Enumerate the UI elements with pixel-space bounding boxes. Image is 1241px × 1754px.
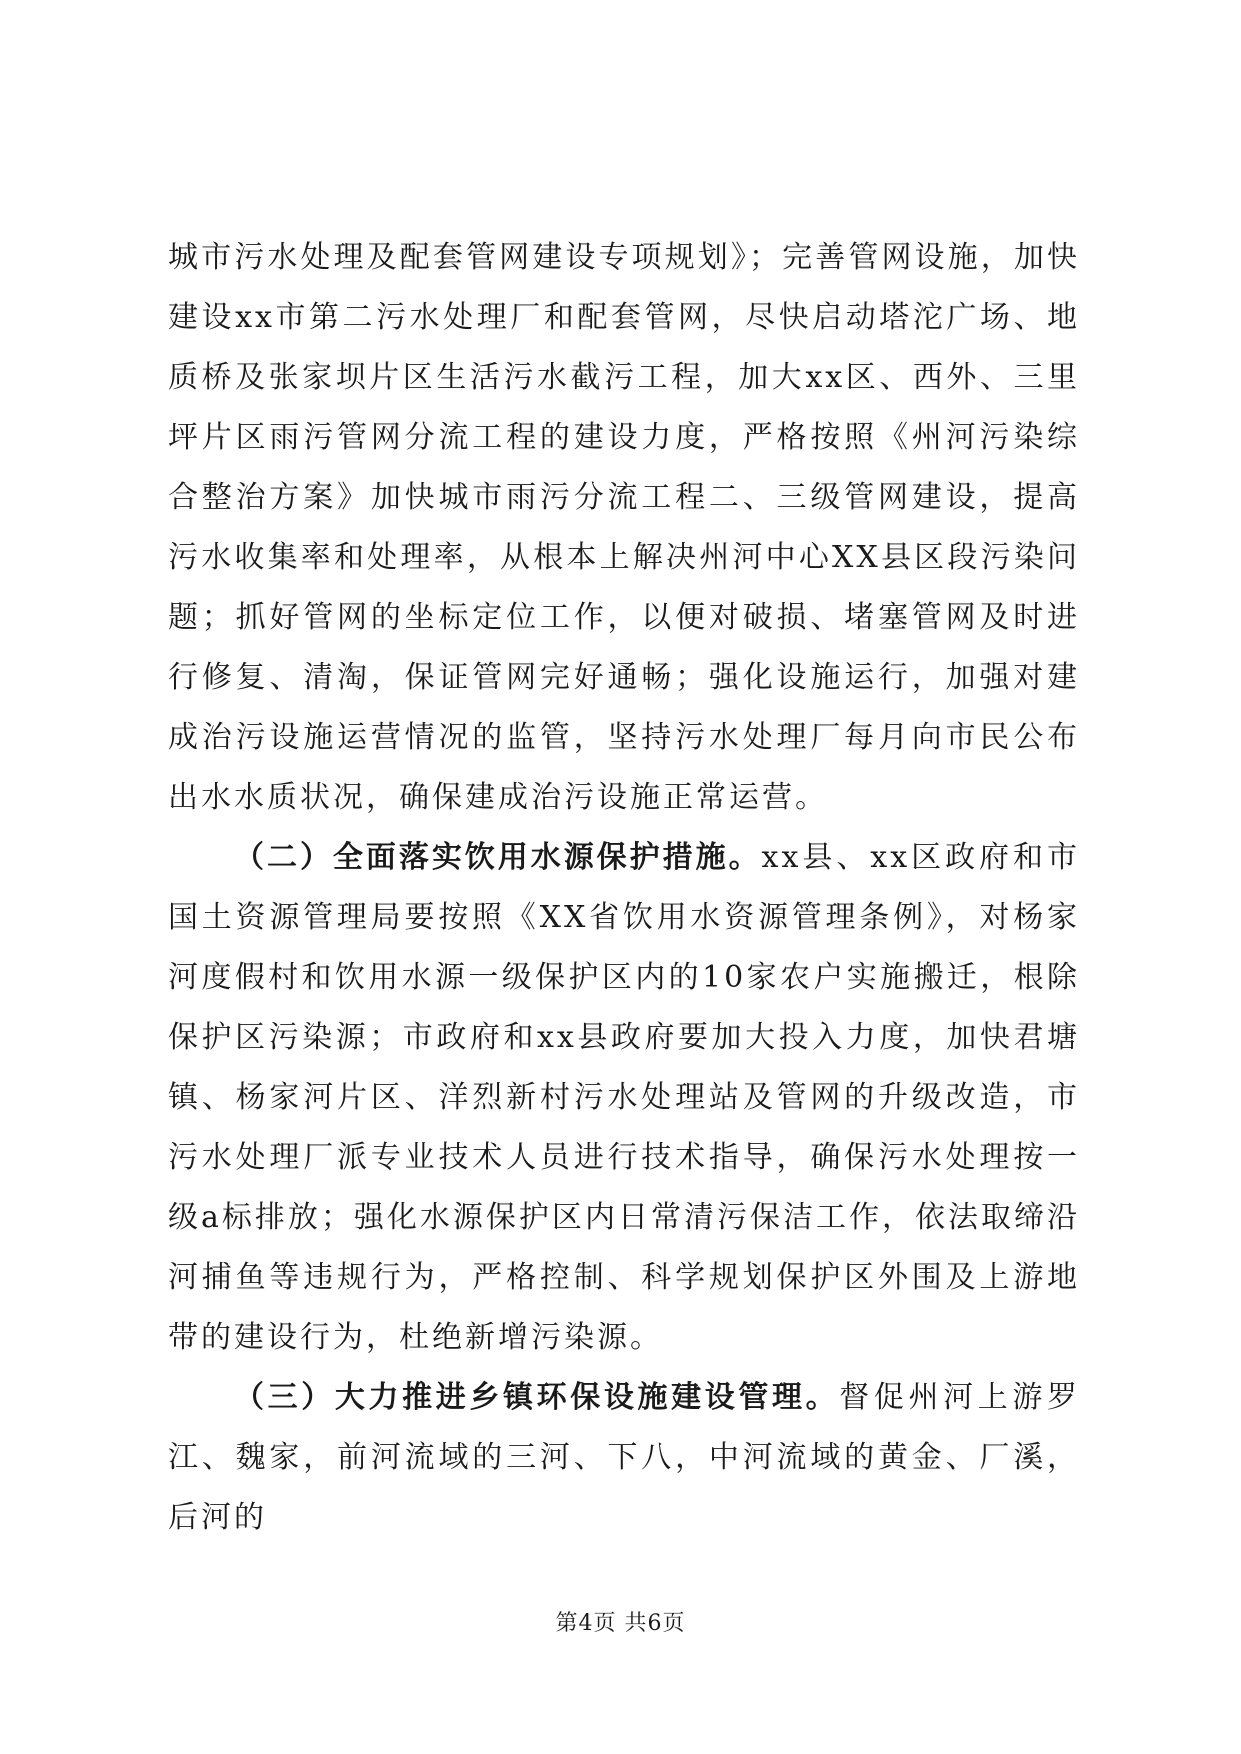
paragraph-text: 城市污水处理及配套管网建设专项规划》；完善管网设施，加快建设xx市第二污水处理厂和配套管网，尽快启动塔沱广场、地质桥及张家坝片区生活污水截污工程，加大xx区、西外、三里坪片区雨污管网分流工程的建设力度，严格按照《州河污染综合整治方案》加快城市雨污分流工程二、三级管网建设，提高污水收集率和处理率，从根本上解决州河中心XX县区段污染问题；抓好管网的坐标定位工作，以便对破损、堵塞管网及时进行修复、清淘，保证管网完好通畅；强化设施运行，加强对建成治污设施运营情况的监管，坚持污水处理厂每月向市民公布出水水质状况，确保建成治污设施正常运营。 <box>168 240 1080 815</box>
paragraph-drinking-water <box>168 828 1080 1368</box>
section-heading: （三）大力推进乡镇环保设施建设管理。 <box>234 1380 840 1415</box>
document-body <box>168 228 1080 1548</box>
paragraph-text: xx县、xx区政府和市国土资源管理局要按照《XX省饮用水资源管理条例》，对杨家河度假村和饮用水源一级保护区内的10家农户实施搬迁，根除保护区污染源；市政府和xx县政府要加大投入力度，加快君塘镇、杨家河片区、洋烈新村污水处理站及管网的升级改造，市污水处理厂派专业技术人员进行技术指导，确保污水处理按一级a标排放；强化水源保护区内日常清污保洁工作，依法取缔沿河捕鱼等违规行为，严格控制、科学规划保护区外围及上游地带的建设行为，杜绝新增污染源。 <box>168 840 1080 1355</box>
section-heading: （二）全面落实饮用水源保护措施。 <box>234 840 762 875</box>
page-number-footer: 第4页 共6页 <box>555 1611 686 1636</box>
paragraph-text: 督促州河上游罗江、魏家，前河流域的三河、下八，中河流域的黄金、厂溪，后河的 <box>168 1380 1080 1535</box>
paragraph-township-facilities <box>168 1368 1080 1548</box>
paragraph-continued <box>168 228 1080 828</box>
